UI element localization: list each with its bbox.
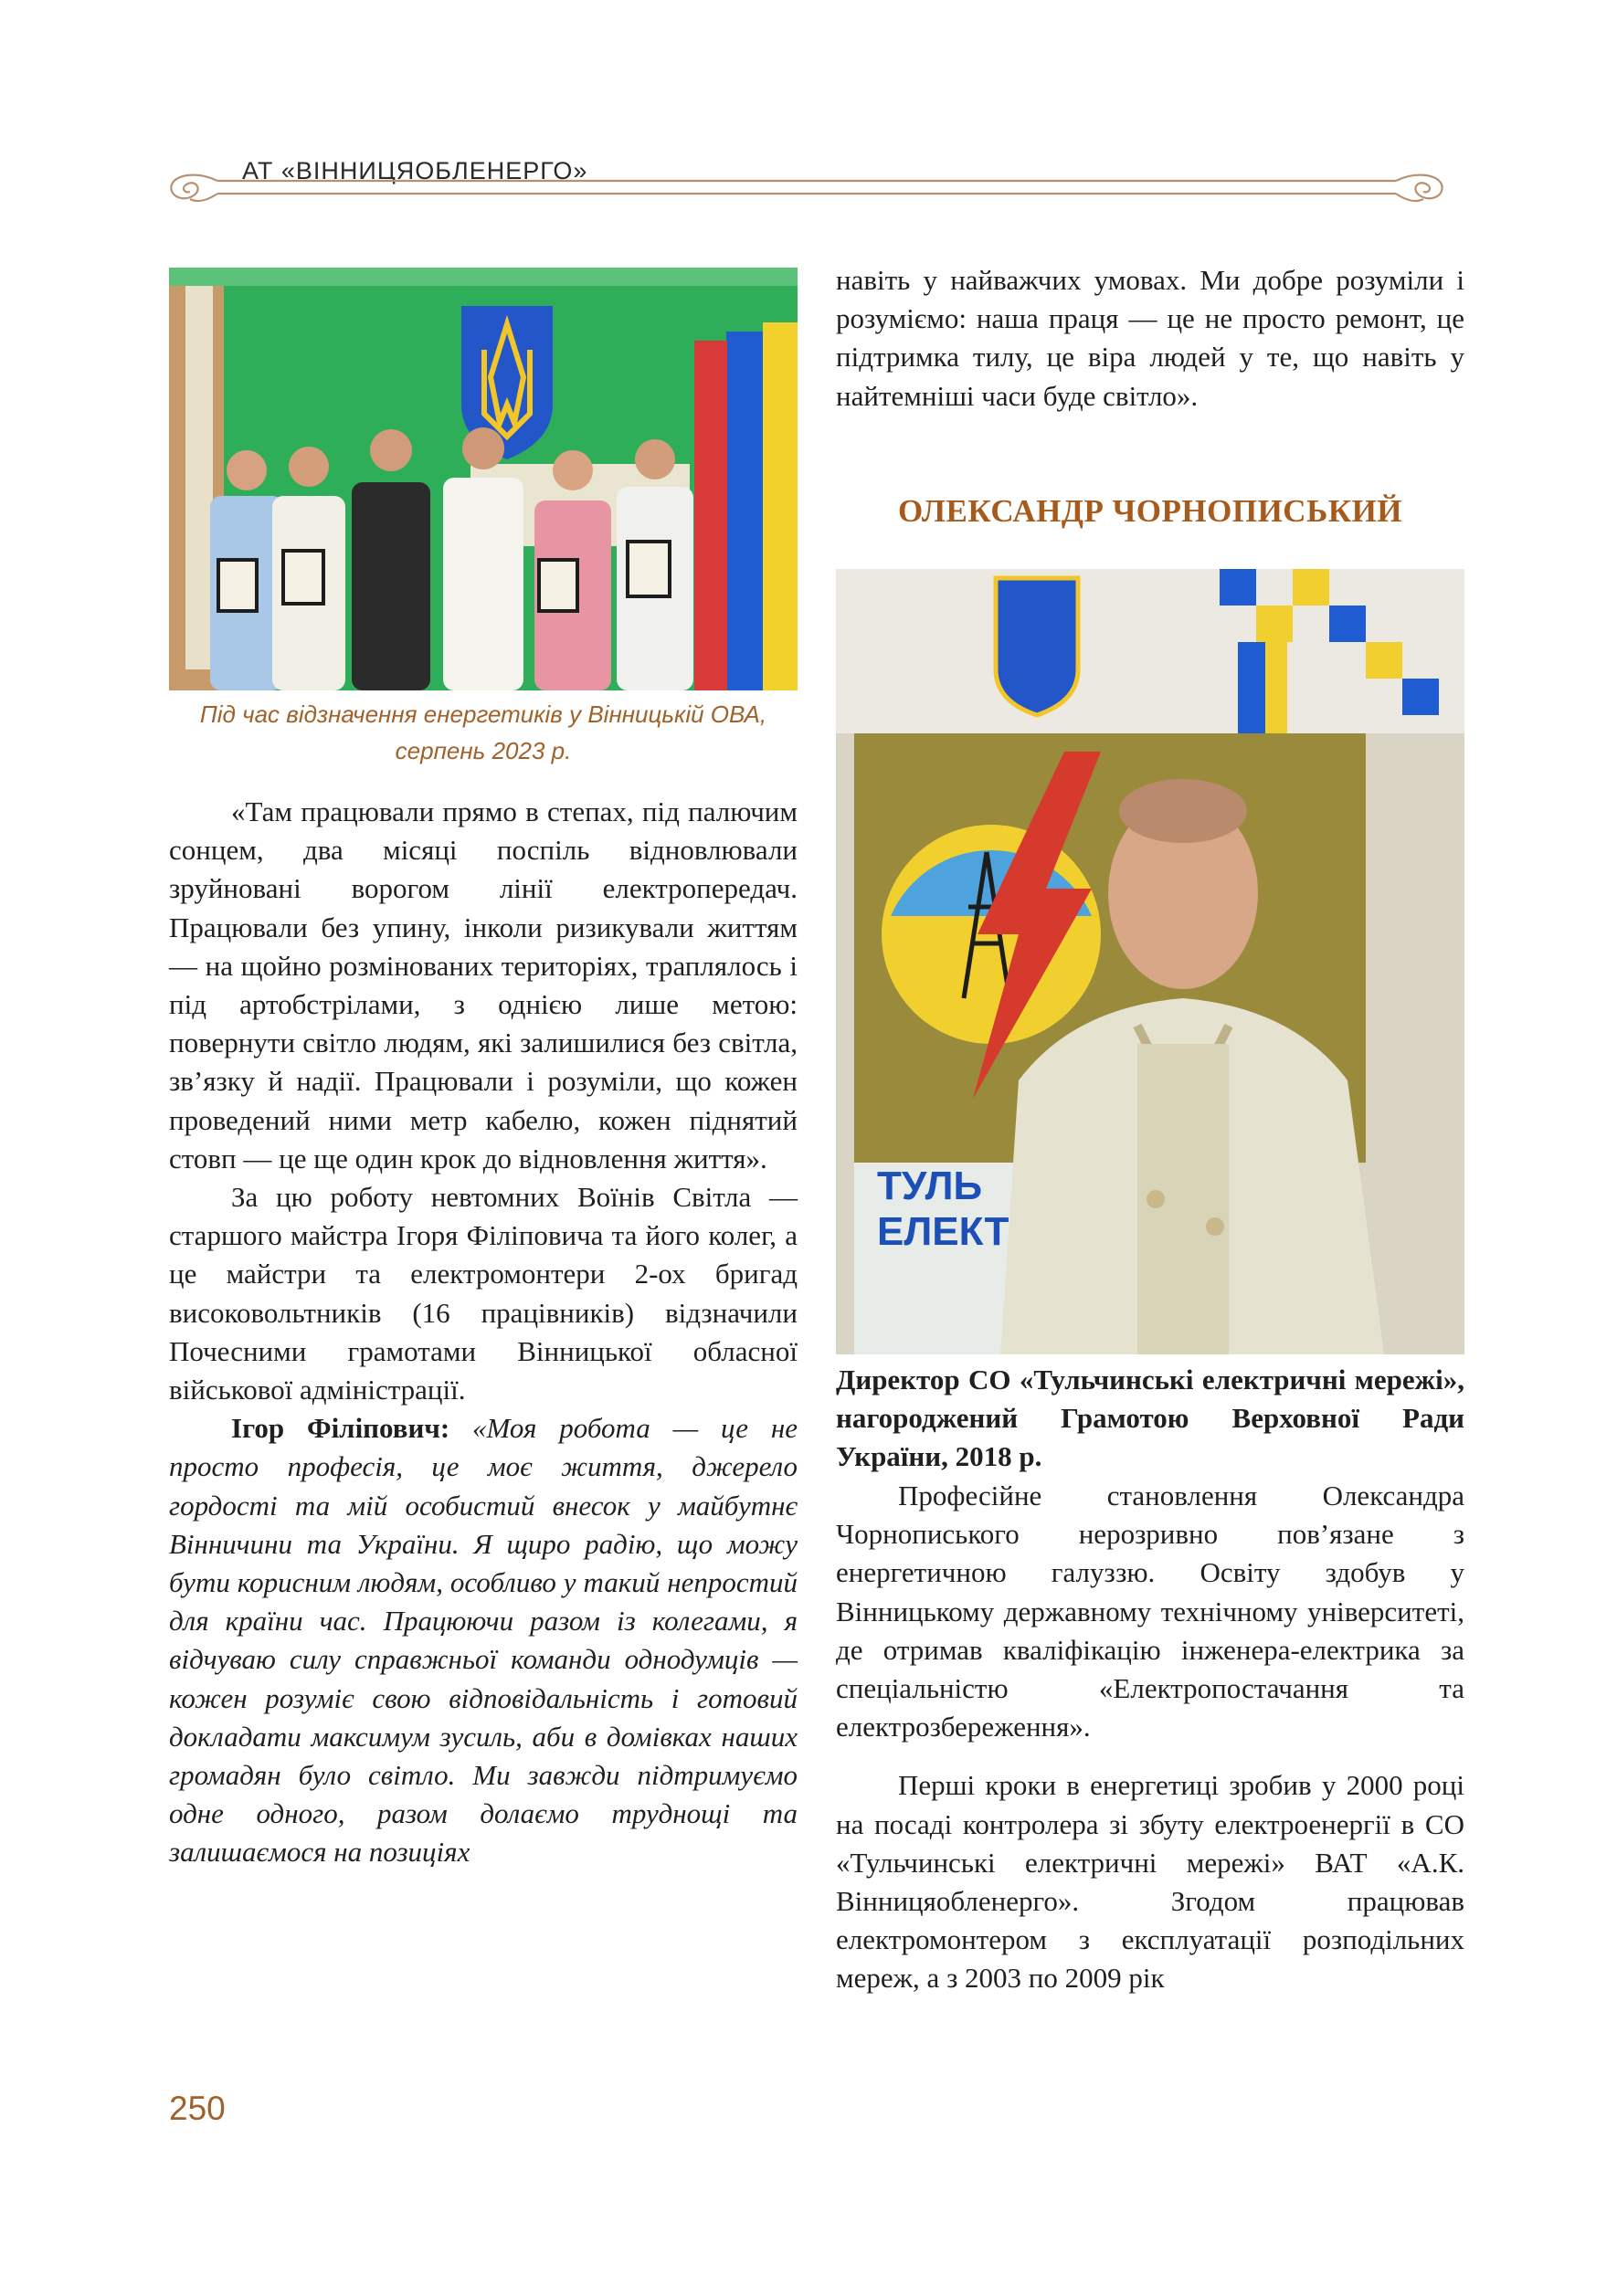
svg-text:ТУЛЬ: ТУЛЬ: [877, 1164, 983, 1208]
quote-continuation: навіть у найважчих умовах. Ми добре розуміли і розуміємо: наша праця — це не просто ремонт, це підтримка тилу, це віра людей у те, що навіть у найтемніші часи буде світло».: [836, 264, 1464, 412]
running-title: АТ «ВІННИЦЯОБЛЕНЕРГО»: [242, 157, 588, 184]
speaker-quote: «Моя робота — це не просто професія, це моє життя, джерело гордості та мій особистий внесок у майбутнє Вінничини та України. Я щиро радію, що можу бути корисним людям, особливо у такий непростий для країни час. Працюючи разом із колегами, я відчуваю силу справжньої команди однодумців — кожен розуміє свою відповідальність і готовий докладати максимум зусиль, аби в домівках наших громадян було світло. Ми завжди підтримуємо одне одного, разом долаємо труднощі та залишаємося на позиціях: [169, 1412, 798, 1869]
speaker-name: Ігор Філіпович:: [231, 1412, 450, 1445]
quote-paragraph: «Там працювали прямо в степах, під палючим сонцем, два місяці поспіль відновлювали зруйновані ворогом лінії електропередач. Працювали без упину, інколи ризикували життям — на щойно розмінованих територіях, траплялось і під артобстрілами, з однією лише метою: повернути світло людям, які залишилися без світла, зв’язку й надії. Працювали і розуміли, що кожен проведений ними метр кабелю, кожен піднятий стовп — це ще один крок до відновлення життя».: [169, 795, 798, 1174]
speaker-paragraph: [169, 1409, 798, 1871]
section-title: ОЛЕКСАНДР ЧОРНОПИСЬКИЙ: [897, 493, 1403, 529]
portrait-photo: [836, 569, 1464, 1354]
portrait-caption: Директор СО «Тульчинські електричні мережі», нагороджений Грамотою Верховної Ради України, 2018 р.: [836, 1364, 1464, 1473]
header-ornament: [163, 172, 1451, 208]
bio-paragraph-2: Перші кроки в енергетиці зробив у 2000 році на посаді контролера зі збуту електроенергії в СО «Тульчинські електричні мережі» ВАТ «А.К. Вінницяобленерго». Згодом працював електромонтером з експлуатації розподільних мереж, а з 2003 по 2009 рік: [836, 1769, 1464, 1995]
caption-line: серпень 2023 р.: [395, 737, 572, 764]
right-column-body: [836, 1477, 1464, 1998]
bio-paragraph-1: Професійне становлення Олександра Чорнописького нерозривно пов’язане з енергетичною галуззю. Освіту здобув у Вінницькому державному технічному університеті, де отримав кваліфікацію інженера-електрика за спеціальністю «Електропостачання та електрозбереження».: [836, 1480, 1464, 1743]
svg-text:ЕЛЕКТ: ЕЛЕКТ: [877, 1209, 1009, 1254]
caption-line: Під час відзначення енергетиків у Вінницькій ОВА,: [199, 700, 767, 728]
award-paragraph: За цю роботу невтомних Воїнів Світла — старшого майстра Ігоря Філіповича та його колег, а це майстри та електромонтери 2-ох бригад високовольтників (16 працівників) відзначили Почесними грамотами Вінницької обласної військової адміністрації.: [169, 1181, 798, 1406]
left-column: [169, 793, 798, 1872]
group-award-photo: [169, 268, 798, 690]
page-number: 250: [169, 2090, 226, 2127]
group-photo-caption: [169, 696, 798, 769]
